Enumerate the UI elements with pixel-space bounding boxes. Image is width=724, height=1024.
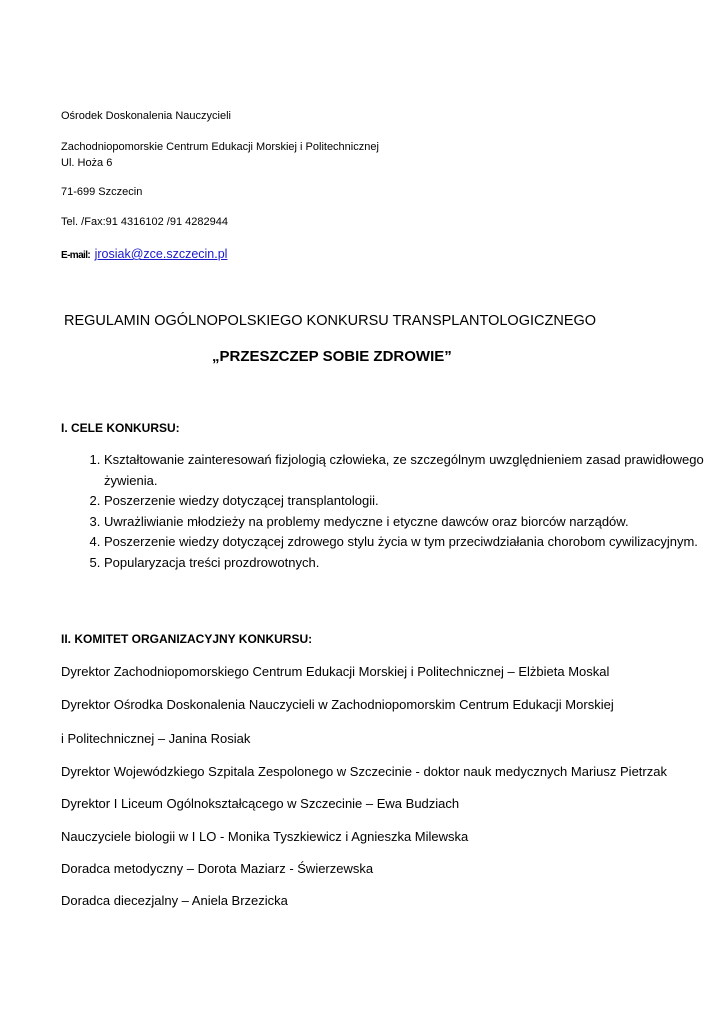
- committee-line: Nauczyciele biologii w I LO - Monika Tyszkiewicz i Agnieszka Milewska: [61, 829, 469, 844]
- email-label: E-mail:: [61, 250, 91, 261]
- committee-line: Dyrektor I Liceum Ogólnokształcącego w Szczecinie – Ewa Budziach: [61, 796, 460, 811]
- committee-line: Dyrektor Zachodniopomorskiego Centrum Edukacji Morskiej i Politechnicznej – Elżbieta Moskal: [61, 664, 610, 679]
- document-subtitle: „PRZESZCZEP SOBIE ZDROWIE”: [212, 348, 452, 365]
- committee-line: i Politechnicznej – Janina Rosiak: [61, 731, 251, 746]
- phone-fax: Tel. /Fax:91 4316102 /91 4282944: [61, 216, 228, 228]
- postal-city: 71-699 Szczecin: [61, 186, 143, 198]
- committee-line: Dyrektor Wojewódzkiego Szpitala Zespolonego w Szczecinie - doktor nauk medycznych Mariusz Pietrzak: [61, 764, 667, 779]
- street-address: Ul. Hoża 6: [61, 157, 113, 169]
- committee-line: Dyrektor Ośrodka Doskonalenia Nauczycieli w Zachodniopomorskim Centrum Edukacji Morskiej: [61, 697, 614, 712]
- list-item: 4. Poszerzenie wiedzy dotyczącej zdrowego stylu życia w tym przeciwdziałania chorobom cywilizacyjnym.: [104, 532, 724, 553]
- list-item: 1. Kształtowanie zainteresowań fizjologią człowieka, ze szczególnym uwzględnieniem zasad prawidłowego żywienia.: [104, 450, 724, 491]
- center-name: Zachodniopomorskie Centrum Edukacji Morskiej i Politechnicznej: [61, 141, 379, 153]
- committee-line: Doradca diecezjalny – Aniela Brzezicka: [61, 893, 288, 908]
- section-goals-heading: I. CELE KONKURSU:: [61, 421, 180, 435]
- goals-list: [60, 450, 724, 573]
- committee-line: Doradca metodyczny – Dorota Maziarz - Świerzewska: [61, 861, 374, 876]
- list-item: 3. Uwrażliwianie młodzieży na problemy medyczne i etyczne dawców oraz biorców narządów.: [104, 512, 724, 533]
- org-name: Ośrodek Doskonalenia Nauczycieli: [61, 110, 231, 122]
- list-item: 2. Poszerzenie wiedzy dotyczącej transplantologii.: [104, 491, 724, 512]
- email-link[interactable]: jrosiak@zce.szczecin.pl: [94, 247, 228, 261]
- email-line: [61, 245, 227, 263]
- document-title: REGULAMIN OGÓLNOPOLSKIEGO KONKURSU TRANSPLANTOLOGICZNEGO: [64, 313, 597, 329]
- list-item: 5. Popularyzacja treści prozdrowotnych.: [104, 553, 724, 574]
- section-committee-heading: II. KOMITET ORGANIZACYJNY KONKURSU:: [61, 632, 313, 646]
